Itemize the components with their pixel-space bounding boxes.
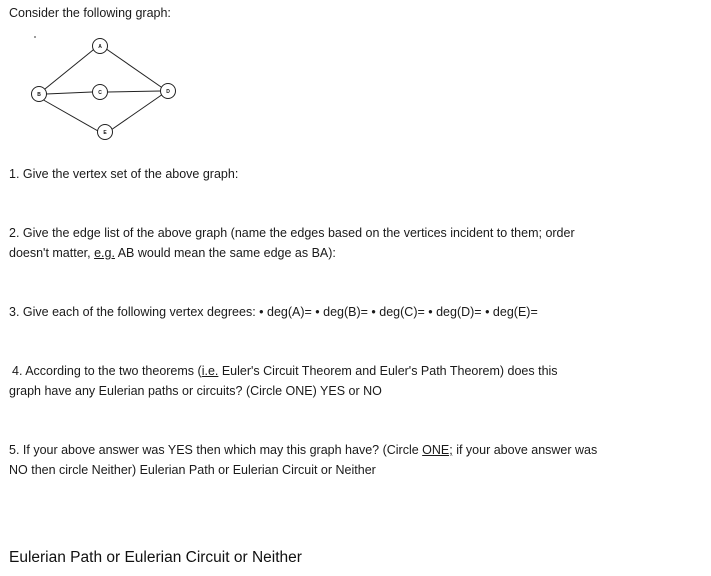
graph-figure: [20, 30, 190, 150]
question-5-line-2: NO then circle Neither) Eulerian Path or Eulerian Circuit or Neither: [9, 463, 376, 477]
question-4-ie: i.e.: [201, 364, 219, 378]
question-2-line-2b: AB would mean the same edge as BA):: [114, 246, 336, 260]
question-2-line-2a: doesn't matter,: [9, 246, 95, 260]
question-2-eg: e.g.: [94, 246, 115, 260]
edge-ab: [40, 46, 98, 93]
vertex-b: [32, 87, 47, 102]
intro-text: Consider the following graph:: [9, 6, 171, 20]
edge-be: [40, 98, 98, 131]
vertex-c: [93, 85, 108, 100]
answer-options: Eulerian Path or Eulerian Circuit or Neither: [9, 549, 302, 566]
edge-ed: [111, 94, 163, 130]
question-4: [12, 361, 558, 381]
vertex-d: [161, 84, 176, 99]
edge-ad: [102, 46, 164, 89]
question-1: 1. Give the vertex set of the above graph:: [9, 167, 239, 181]
question-3: 3. Give each of the following vertex degrees: • deg(A)= • deg(B)= • deg(C)= • deg(D)= • deg(E)=: [9, 305, 538, 319]
vertex-c-label: C: [98, 90, 102, 96]
question-4-line-1a: 4. According to the two theorems (: [12, 364, 202, 378]
question-2: [9, 223, 575, 263]
edge-cd: [108, 91, 161, 92]
question-5: [9, 440, 597, 480]
question-5-line-1b: if your above answer was: [452, 443, 598, 457]
question-4-line-2: graph have any Eulerian paths or circuits? (Circle ONE) YES or NO: [9, 384, 382, 398]
vertex-a-label: A: [98, 44, 102, 50]
vertex-a: [93, 39, 108, 54]
edge-bc: [46, 92, 92, 94]
vertex-e-label: E: [103, 130, 107, 136]
question-2-line-1: 2. Give the edge list of the above graph (name the edges based on the vertices incident to them; order: [9, 226, 575, 240]
vertex-e: [98, 125, 113, 140]
stray-dot: [34, 36, 36, 38]
vertex-d-label: D: [166, 89, 170, 95]
question-4-line-1b: Euler's Circuit Theorem and Euler's Path Theorem) does this: [218, 364, 558, 378]
vertex-b-label: B: [37, 92, 41, 98]
question-5-one: ONE;: [422, 443, 453, 457]
question-5-line-1a: 5. If your above answer was YES then which may this graph have? (Circle: [9, 443, 423, 457]
